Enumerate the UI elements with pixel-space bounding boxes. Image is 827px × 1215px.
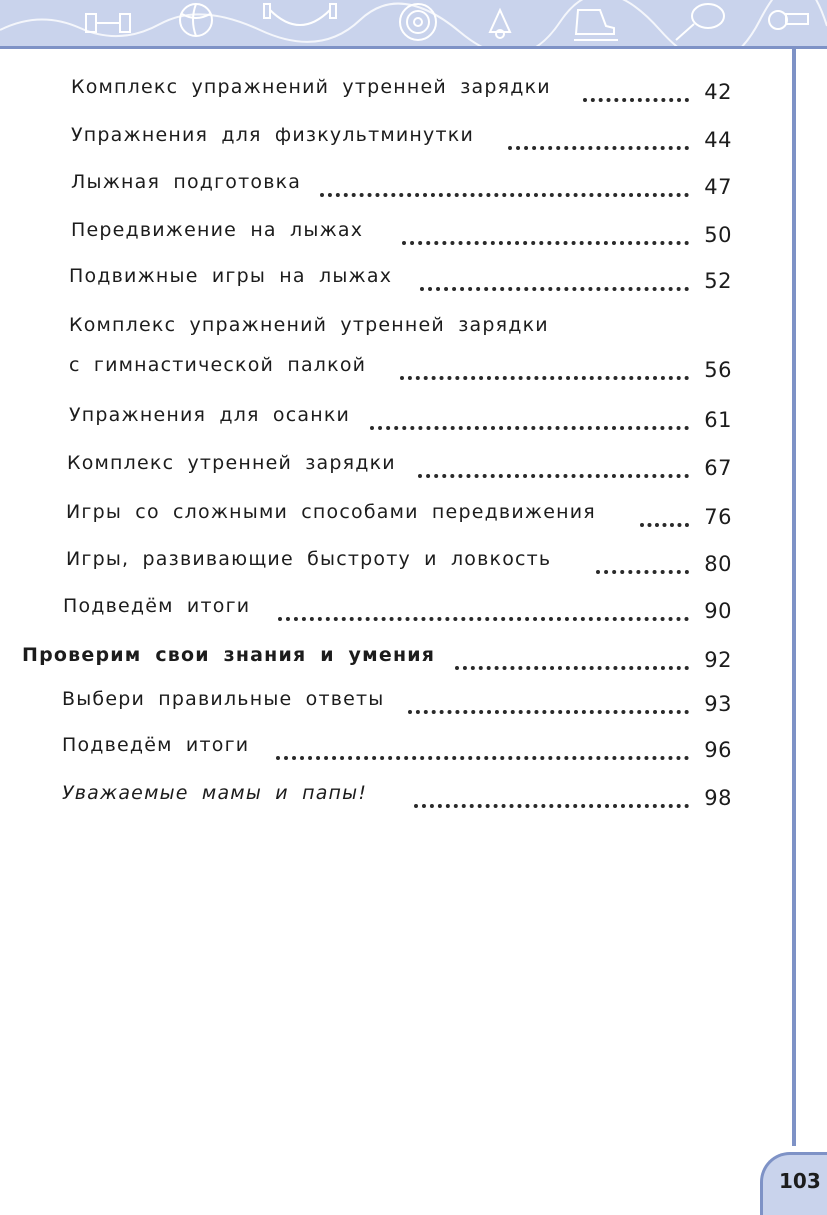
leader-dots [420,263,689,291]
tennis-racket-icon [676,4,724,40]
toc-entry-page: 47 [704,175,732,199]
leader-dots [418,450,689,478]
toc-entry-page: 93 [704,692,732,716]
toc-entry-title: Комплекс упражнений утренней зарядки [69,314,549,336]
toc-entry-page: 90 [704,599,732,623]
whistle-icon [769,11,808,29]
toc-entry[interactable] [0,682,827,722]
ice-skate-icon [574,10,618,40]
toc-entry-page: 61 [704,408,732,432]
toc-entry-page: 42 [704,80,732,104]
toc-entry-title: Комплекс упражнений утренней зарядки [71,76,551,98]
toc-entry-title: Игры со сложными способами передвижения [66,501,596,523]
toc-entry[interactable] [0,165,827,205]
toc-entry[interactable] [0,213,827,253]
toc-entry[interactable] [0,446,827,486]
toc-entry-title: Упражнения для осанки [69,404,351,426]
toc-section-heading[interactable] [0,638,827,678]
jump-rope-icon [264,4,336,25]
toc-entry-page: 67 [704,456,732,480]
toc-entry-page: 50 [704,223,732,247]
toc-entry-title-line2: с гимнастической палкой [69,354,367,376]
toc-entry[interactable] [0,259,827,299]
leader-dots [278,593,689,621]
leader-dots [640,499,689,527]
toc-entry-page: 98 [704,786,732,810]
toc-entry[interactable] [0,118,827,158]
leader-dots [583,74,689,102]
toc-entry-page: 92 [704,648,732,672]
toc-entry-title: Подведём итоги [62,734,250,756]
leader-dots [320,169,689,197]
toc-entry-title: Уважаемые мамы и папы! [62,782,368,804]
sports-banner [0,0,827,49]
toc-entry[interactable] [0,542,827,582]
toc-entry-title: Упражнения для физкультминутки [71,124,474,146]
toc-entry[interactable] [0,495,827,535]
toc-entry-title: Лыжная подготовка [71,171,302,193]
toc-entry-title: Комплекс утренней зарядки [67,452,396,474]
volleyball-icon [180,4,212,36]
sports-icons-strip [0,0,827,46]
toc-entry-title: Передвижение на лыжах [71,219,364,241]
leader-dots [596,546,689,574]
leader-dots [414,780,689,808]
toc-entry[interactable] [0,308,827,398]
toc-entry-page: 96 [704,738,732,762]
toc-entry-title: Подведём итоги [63,595,251,617]
toc-entry[interactable] [0,776,827,816]
leader-dots [370,402,689,430]
leader-dots [455,642,689,670]
toc-entry-page: 56 [704,358,732,382]
leader-dots [402,217,689,245]
toc-entry-page: 44 [704,128,732,152]
leader-dots [276,732,689,760]
toc-entry-title: Игры, развивающие быстроту и ловкость [66,548,552,570]
page-number: 103 [779,1169,821,1193]
shuttlecock-icon [490,10,510,38]
toc-entry-page: 80 [704,552,732,576]
toc-entry[interactable] [0,728,827,768]
toc-entry-title: Подвижные игры на лыжах [69,265,393,287]
toc-entry[interactable] [0,70,827,110]
toc-entry-title: Проверим свои знания и умения [22,644,436,666]
leader-dots [508,122,689,150]
leader-dots [400,352,689,380]
toc-entry[interactable] [0,589,827,629]
toc-entry[interactable] [0,398,827,438]
toc-entry-title: Выбери правильные ответы [62,688,385,710]
dumbbell-icon [86,14,130,32]
page-number-badge [760,1152,827,1215]
toc-entry-page: 52 [704,269,732,293]
target-icon [400,4,436,40]
toc-entry-page: 76 [704,505,732,529]
leader-dots [408,686,689,714]
